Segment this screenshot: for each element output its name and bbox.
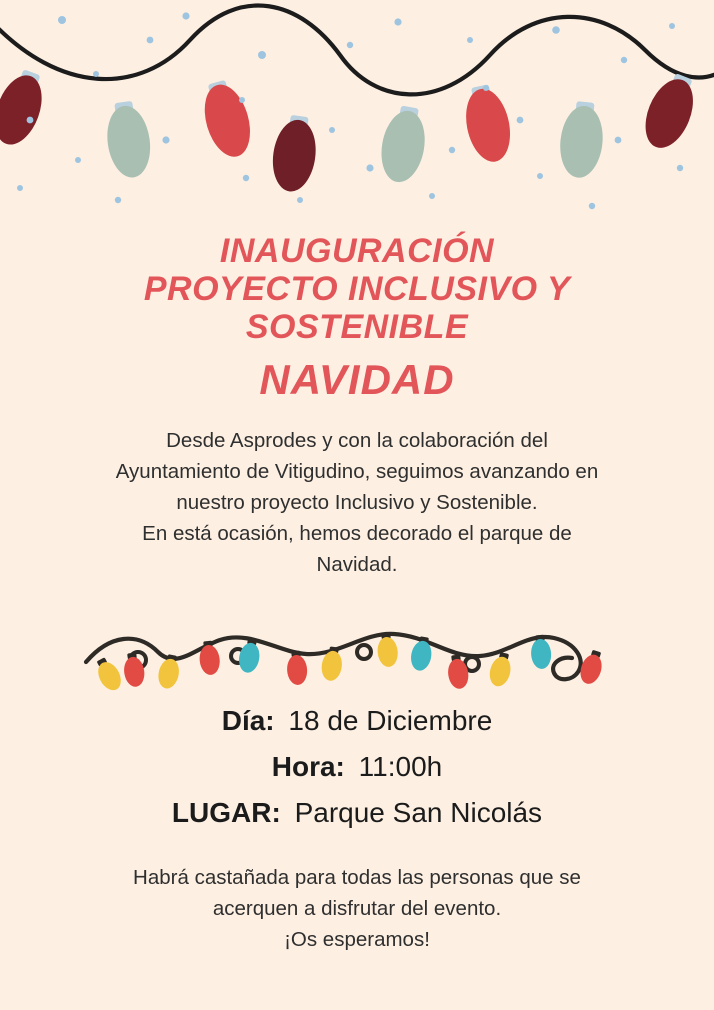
christmas-light-garland-icon bbox=[80, 610, 634, 700]
title-line-2: PROYECTO INCLUSIVO Y bbox=[143, 270, 571, 308]
body-line-4: En está ocasión, hemos decorado el parque de bbox=[142, 522, 572, 545]
detail-place-label: LUGAR: bbox=[171, 797, 281, 828]
body-line-5: Navidad. bbox=[316, 553, 398, 576]
body-line-1: Desde Asprodes y con la colaboración del bbox=[166, 429, 548, 452]
body-line-3: nuestro proyecto Inclusivo y Sostenible. bbox=[176, 491, 538, 514]
detail-place bbox=[0, 790, 714, 836]
poster-title bbox=[0, 232, 714, 408]
detail-time-label: Hora: bbox=[271, 751, 345, 782]
event-details bbox=[0, 698, 714, 836]
footer-line-2: acerquen a disfrutar del evento. bbox=[212, 897, 502, 920]
title-navidad: NAVIDAD bbox=[259, 356, 455, 403]
body-line-2: Ayuntamiento de Vitigudino, seguimos avanzando en bbox=[115, 460, 599, 483]
detail-place-value: Parque San Nicolás bbox=[294, 797, 543, 828]
detail-time bbox=[0, 744, 714, 790]
footer-line-3: ¡Os esperamos! bbox=[284, 928, 430, 951]
title-line-1: INAUGURACIÓN bbox=[219, 232, 495, 270]
detail-day-value: 18 de Diciembre bbox=[288, 705, 493, 736]
title-line-3: SOSTENIBLE bbox=[245, 308, 469, 346]
detail-day-label: Día: bbox=[221, 705, 275, 736]
footer-line-1: Habrá castañada para todas las personas que se bbox=[133, 866, 581, 889]
poster-body bbox=[45, 425, 669, 580]
detail-day bbox=[0, 698, 714, 744]
christmas-string-lights-icon bbox=[0, 0, 714, 215]
poster-footer bbox=[60, 862, 654, 955]
detail-time-value: 11:00h bbox=[358, 751, 443, 782]
